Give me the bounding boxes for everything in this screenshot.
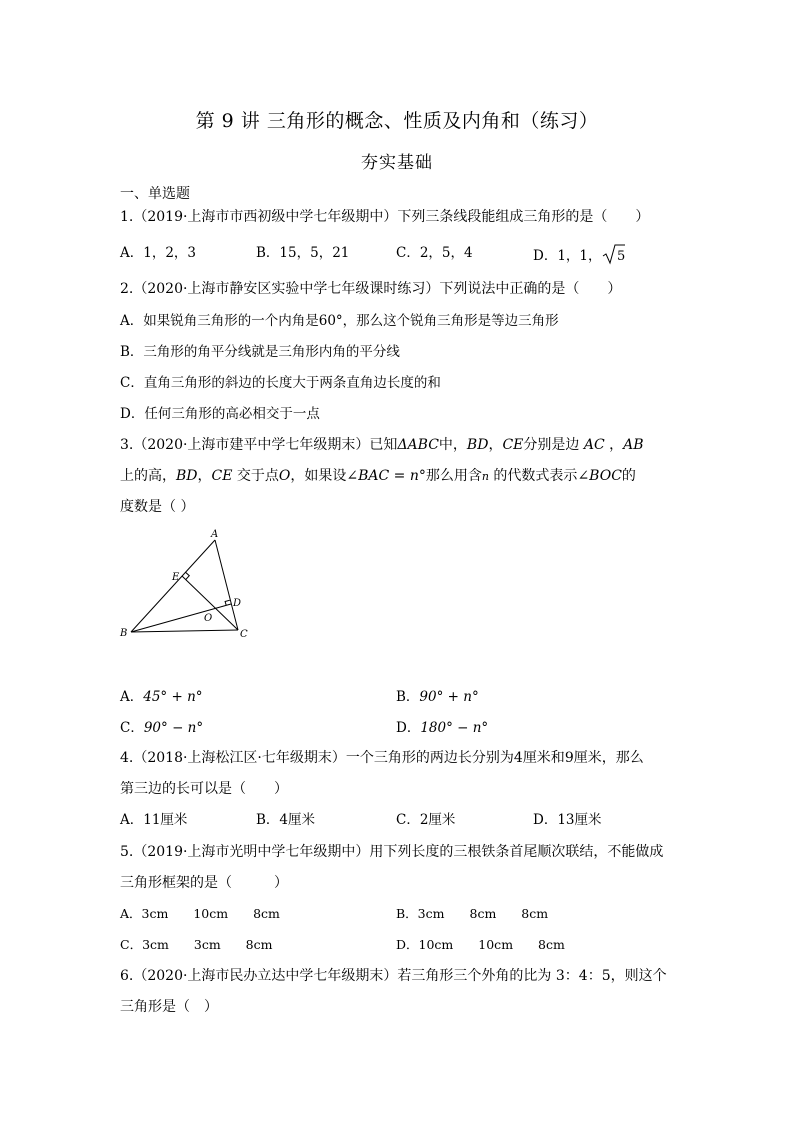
question-5-stem-line-1: 5.（2019·上海市光明中学七年级期中）用下列长度的三根铁条首尾顺次联结，不能做成 xyxy=(120,844,664,860)
side-ab xyxy=(131,540,215,632)
text: 4.（2018·上海松江区·七年级期末）一个三角形的两边长分别为 xyxy=(120,750,514,766)
side-bc xyxy=(131,630,238,632)
question-4-stem-line-1 xyxy=(120,748,644,768)
question-4-stem-line-2: 第三边的长可以是（ ） xyxy=(120,781,288,797)
label-a: A xyxy=(211,529,219,540)
section-heading: 一、单选题 xyxy=(120,186,190,202)
text: 的 xyxy=(621,468,636,484)
question-1-option-c: C．2，5，4 xyxy=(396,245,473,261)
sqrt-radical-icon xyxy=(602,243,626,265)
text: 厘米和 xyxy=(522,750,565,766)
text: 的代数式表示 xyxy=(488,468,578,484)
question-1-option-b: B．15，5，21 xyxy=(256,245,350,261)
label-o: O xyxy=(204,613,213,624)
text: 上的高， xyxy=(120,468,176,484)
text: ，如果设 xyxy=(290,468,347,484)
question-5-option-a: A．3cm 10cm 8cm xyxy=(120,906,280,921)
option-a-math: 45° + n° xyxy=(143,689,203,705)
sqrt-symbol xyxy=(602,243,626,266)
question-4-option-b: B．4厘米 xyxy=(256,812,316,828)
math-bd: BD xyxy=(176,468,198,484)
math-bd: BD xyxy=(466,437,489,453)
question-2-option-a: A．如果锐角三角形的一个内角是60°，那么这个锐角三角形是等边三角形 xyxy=(120,313,559,329)
question-3-line-1 xyxy=(120,435,644,455)
math-ac: AC xyxy=(583,437,605,453)
value-4: 4 xyxy=(513,750,523,766)
label-e: E xyxy=(172,572,180,583)
question-3-option-c xyxy=(120,718,203,738)
sqrt-radicand: 5 xyxy=(616,249,625,264)
math-ce: CE xyxy=(211,468,233,484)
question-1-stem: 1.（2019·上海市市西初级中学七年级期中）下列三条线段能组成三角形的是（ ） xyxy=(120,209,650,225)
question-4-option-a: A．11厘米 xyxy=(120,812,188,828)
text: ， xyxy=(488,437,503,453)
option-letter: A． xyxy=(120,689,144,705)
math-ab: AB xyxy=(623,437,644,453)
option-c-math: 90° − n° xyxy=(143,720,204,736)
option-d-math: 180° − n° xyxy=(420,720,489,736)
question-1-option-d xyxy=(533,243,626,266)
question-6-stem-line-1: 6.（2020·上海市民办立达中学七年级期末）若三角形三个外角的比为 3：4：5，则这个 xyxy=(120,968,667,984)
question-3-line-3: 度数是（ ） xyxy=(120,499,195,515)
question-5-option-d: D．10cm 10cm 8cm xyxy=(396,937,565,952)
question-2-option-b: B．三角形的角平分线就是三角形内角的平分线 xyxy=(120,344,400,360)
text: 3.（2020·上海市建平中学七年级期末）已知 xyxy=(120,437,398,453)
option-letter: B． xyxy=(396,689,420,705)
text: 分别是边 xyxy=(523,437,584,453)
text: ， xyxy=(604,437,624,453)
page-subtitle: 夯实基础 xyxy=(361,153,433,173)
question-5-stem-line-2: 三角形框架的是（ ） xyxy=(120,875,288,891)
question-3-option-b xyxy=(396,687,479,707)
question-5-option-b: B．3cm 8cm 8cm xyxy=(396,906,549,921)
text: 交于点 xyxy=(232,468,279,484)
label-c: C xyxy=(240,629,248,640)
text: 那么用含 xyxy=(425,468,482,484)
text: ， xyxy=(197,468,212,484)
question-2-stem: 2.（2020·上海市静安区实验中学七年级课时练习）下列说法中正确的是（ ） xyxy=(120,281,622,297)
math-angle-boc: ∠BOC xyxy=(577,468,622,484)
question-2-option-d: D．任何三角形的高必相交于一点 xyxy=(120,406,320,422)
question-6-stem-line-2: 三角形是（ ） xyxy=(120,999,218,1015)
question-4-option-c: C．2厘米 xyxy=(396,812,456,828)
question-5-option-c: C．3cm 3cm 8cm xyxy=(120,937,273,952)
triangle-figure xyxy=(115,528,260,644)
value-9: 9 xyxy=(564,750,574,766)
label-b: B xyxy=(120,628,128,639)
math-o: O xyxy=(278,468,291,484)
math-triangle-abc: ΔABC xyxy=(397,437,439,453)
question-1-option-a: A．1，2，3 xyxy=(120,245,197,261)
question-4-option-d: D．13厘米 xyxy=(533,812,602,828)
page-title: 第 9 讲 三角形的概念、性质及内角和（练习） xyxy=(195,110,599,132)
option-letter: C． xyxy=(120,720,144,736)
math-angle-bac: ∠BAC = n° xyxy=(346,468,426,484)
text: 中， xyxy=(438,437,467,453)
question-3-option-a xyxy=(120,687,203,707)
option-letter: D． xyxy=(396,720,421,736)
math-n: n xyxy=(481,470,489,483)
option-b-math: 90° + n° xyxy=(419,689,479,705)
text: 厘米，那么 xyxy=(573,750,644,766)
side-ac xyxy=(215,540,238,630)
label-d: D xyxy=(233,598,242,609)
question-3-option-d xyxy=(396,718,488,738)
math-ce: CE xyxy=(502,437,524,453)
question-3-line-2 xyxy=(120,466,636,487)
option-d-prefix: D．1，1， xyxy=(533,248,602,264)
right-angle-mark-e xyxy=(186,572,190,579)
question-2-option-c: C．直角三角形的斜边的长度大于两条直角边长度的和 xyxy=(120,375,441,391)
